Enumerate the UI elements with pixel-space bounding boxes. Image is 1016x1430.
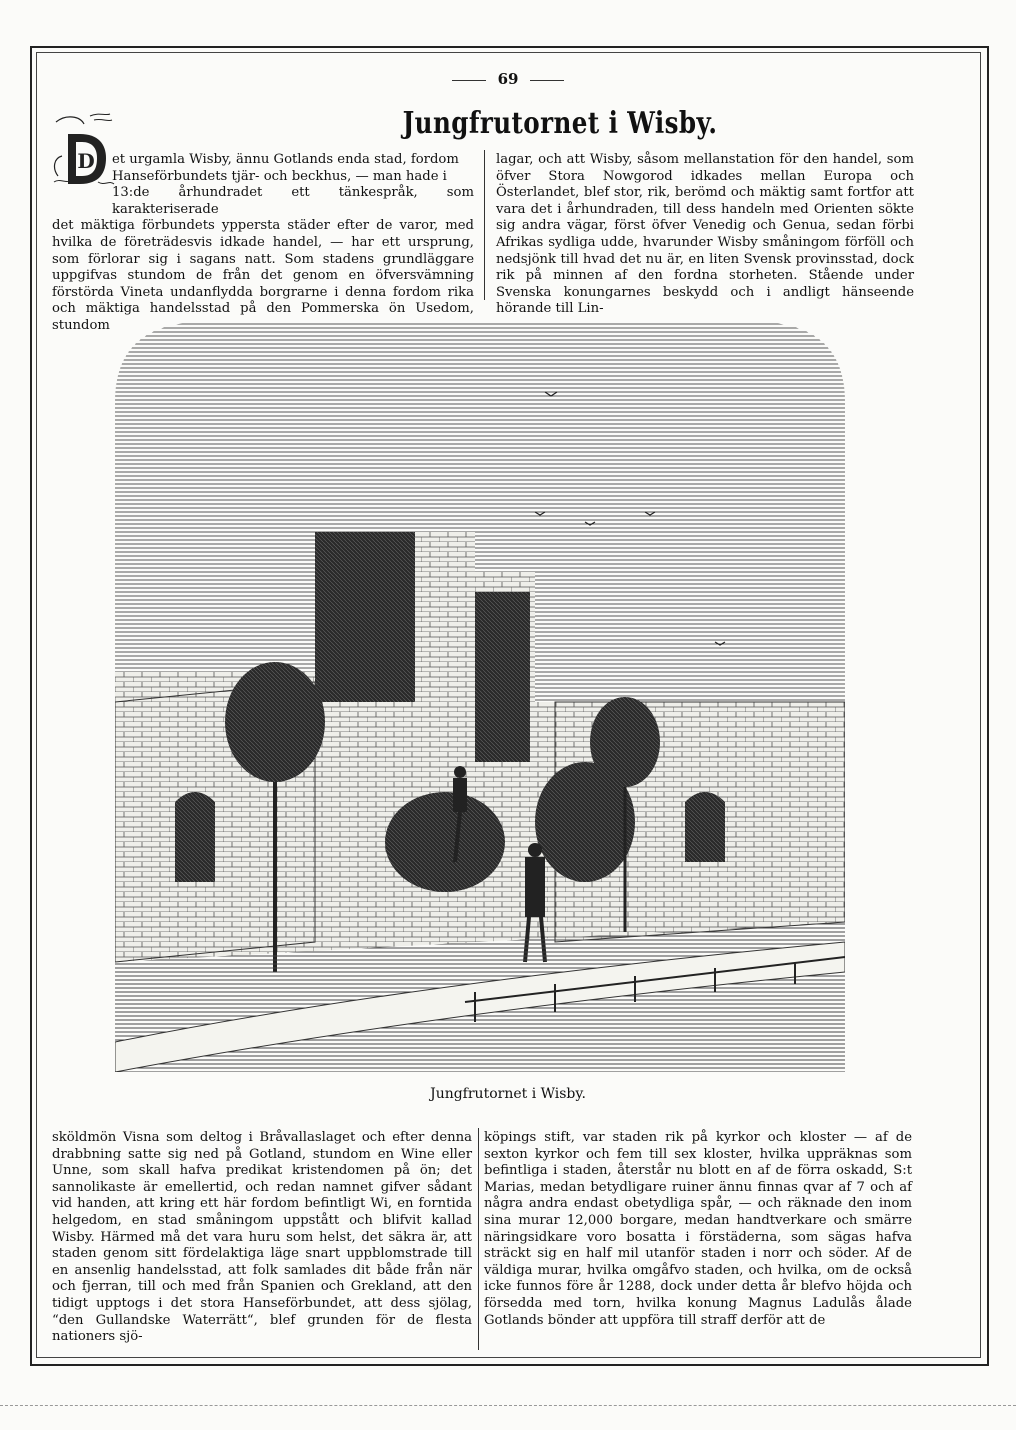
engraving-illustration (115, 322, 845, 1072)
article-text-top-right: lagar, och att Wisby, såsom mellanstation för den handel, som öfver Stora Nowgorod idkades mellan Europa och Österlandet, blef stor, rik, berömd och mäktig samt fortfor att vara det i århundraden, till dess handeln med Orienten sökte sig andra vägar, först öfver Venedig och Genua, sedan förbi Afrikas sydliga udde, hvarunder Wisby småningom förföll och nedsjönk till hvad det nu är, en liten Svensk provinsstad, dock rik på minnen af den fordna storheten. Stående under Svenska konungarnes beskydd och i andligt hänseende hörande till Lin- (496, 152, 914, 317)
bottom-margin-rule (0, 1405, 1016, 1407)
column-divider-bottom (478, 1128, 479, 1350)
illustration-caption: Jungfrutornet i Wisby. (430, 1086, 586, 1102)
svg-text:D: D (77, 149, 95, 173)
article-text-bottom-left: sköldmön Visna som deltog i Bråvallaslaget och efter denna drabbning satte sig ned på Gotland, stundom en Wine eller Unne, som skall hafva predikat kristendomen på ön; det sannolikaste är emellertid, och redan namnet gifver sådant vid handen, att kring ett här fordom befintligt Wi, en forntida helgedom, en stad småningom uppstått och blifvit kallad Wisby. Härmed må det vara huru som helst, det säkra är, att staden genom sitt fördelaktiga läge snart uppblomstrade till en ansenlig handelsstad, att folk samlades dit både från när och fjerran, till och med från Spanien och Grekland, att den tidigt upptogs i det stora Hanseförbundet, att dess sjölag, “den Gullandske Waterrätt“, blef grunden för de flesta nationers sjö- (52, 1130, 472, 1345)
column-divider-top (484, 150, 485, 300)
article-text-top-left: et urgamla Wisby, ännu Gotlands enda stad, fordom Hanseförbundets tjär- och beckhus, — man hade i 13:de århundradet ett tänkespråk, som karakteriserade det mäktiga förbundets yppersta städer efter de varor, med hvilka de företrädesvis idkade handel, — har ett ursprung, som förlorar sig i sagans natt. Som stadens grundläggare uppgifvas stundom de från det genom en öfversvämning förstörda Vineta undanflydda borgrarne i denna fordom rika och mäktiga handelsstad på den Pommerska ön Usedom, stundom (52, 152, 474, 333)
page-number: 69 (0, 70, 1016, 88)
article-text-bottom-right: köpings stift, var staden rik på kyrkor och kloster — af de sexton kyrkor och fem till sex kloster, hvilka uppräknas som befintliga i staden, återstår nu blott en af de förra oskadd, S:t Marias, medan betydligare ruiner ännu finnas qvar af 7 och af några andra endast obetydliga spår, — och räknade den inom sina murar 12,000 borgare, medan handtverkare och smärre näringsidkare voro bosatta i förstäderna, som sägas hafva sträckt sig en half mil utanför staden i norr och söder. Af de väldiga murar, hvilka omgåfvo staden, och hvilka, om de också icke funnos före år 1288, dock under detta år blefvo höjda och försedda med torn, hvilka konung Magnus Ladulås ålade Gotlands bönder att uppföra till straff derför att de (484, 1130, 912, 1328)
article-title: Jungfrutornet i Wisby. (402, 106, 718, 141)
